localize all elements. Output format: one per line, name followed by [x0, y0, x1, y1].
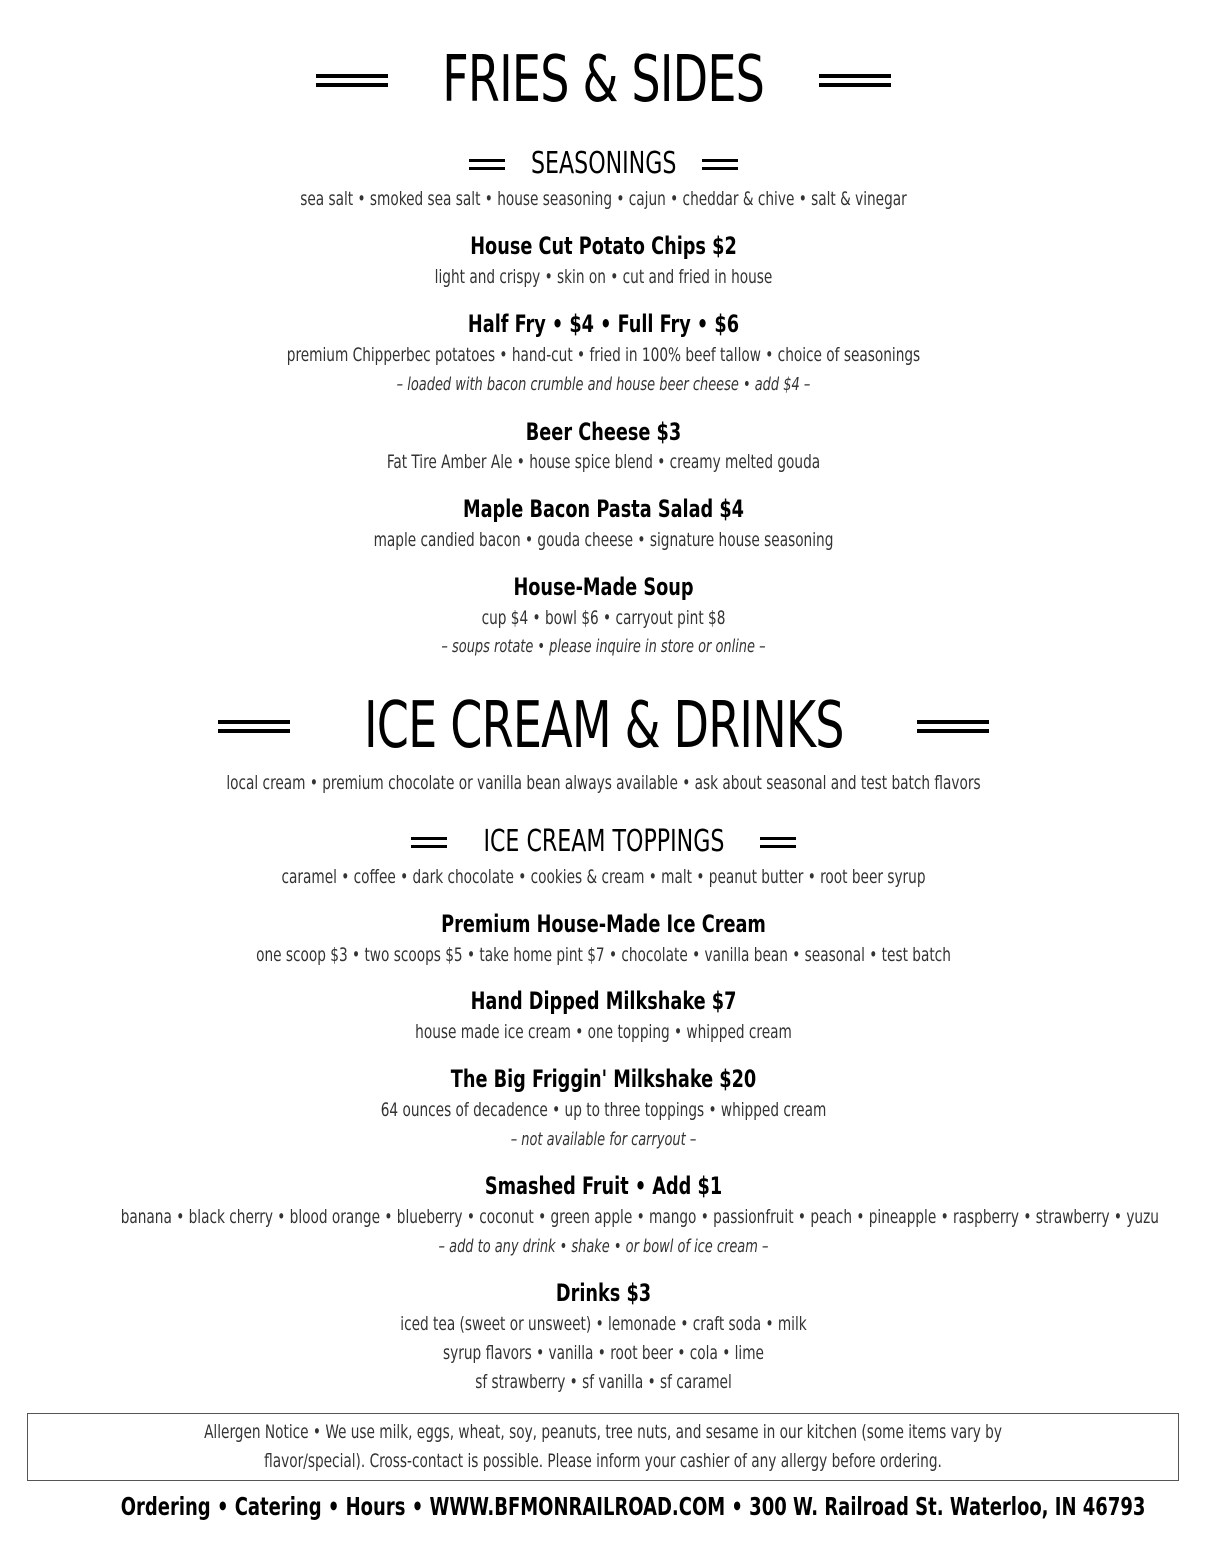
- menu-item-desc: 64 ounces of decadence • up to three toppings • whipped cream: [380, 1099, 827, 1121]
- toppings-title: ICE CREAM TOPPINGS: [483, 824, 724, 859]
- toppings-list: caramel • coffee • dark chocolate • cookies & cream • malt • peanut butter • root beer syrup: [281, 866, 926, 888]
- subheading-rule-right: [760, 837, 796, 848]
- subheading-rule-left: [411, 837, 447, 848]
- menu-item-desc: premium Chipperbec potatoes • hand-cut • fried in 100% beef tallow • choice of seasonings: [286, 344, 921, 366]
- heading-rule-left: [218, 720, 290, 733]
- menu-item-note: – add to any drink • shake • or bowl of ice cream –: [438, 1236, 769, 1257]
- toppings-heading: [0, 824, 1207, 859]
- allergen-notice-text: Allergen Notice • We use milk, eggs, wheat, soy, peanuts, tree nuts, and sesame in our kitchen (some items vary by flavor/special). Cross-contact is possible. Please inform your cashier of any allergy before ordering.: [204, 1421, 1002, 1472]
- menu-item-desc: syrup flavors • vanilla • root beer • cola • lime: [443, 1342, 764, 1364]
- menu-item-desc: sf strawberry • sf vanilla • sf caramel: [475, 1371, 732, 1393]
- footer-info: Ordering • Catering • Hours • WWW.BFMONRAILROAD.COM • 300 W. Railroad St. Waterloo, IN 46793: [120, 1492, 1146, 1521]
- menu-item-desc: iced tea (sweet or unsweet) • lemonade • craft soda • milk: [400, 1313, 807, 1335]
- menu-item-title: Half Fry • $4 • Full Fry • $6: [467, 310, 740, 338]
- fries-sides-title: FRIES & SIDES: [442, 43, 765, 117]
- seasonings-heading: [0, 146, 1207, 181]
- menu-item-title: House Cut Potato Chips $2: [470, 232, 737, 260]
- menu-item-title: Beer Cheese $3: [525, 418, 682, 446]
- menu-item-desc: house made ice cream • one topping • whipped cream: [415, 1021, 792, 1043]
- menu-item-note: – soups rotate • please inquire in store or online –: [441, 636, 766, 657]
- menu-item-desc: Fat Tire Amber Ale • house spice blend • creamy melted gouda: [386, 451, 821, 473]
- menu-item-title: Hand Dipped Milkshake $7: [470, 987, 737, 1015]
- menu-item-title: Smashed Fruit • Add $1: [484, 1172, 723, 1200]
- allergen-notice: [27, 1413, 1179, 1481]
- ice-cream-intro: local cream • premium chocolate or vanilla bean always available • ask about seasonal and test batch flavors: [226, 772, 981, 794]
- menu-item-title: House-Made Soup: [513, 573, 694, 601]
- menu-item-title: Maple Bacon Pasta Salad $4: [462, 495, 745, 523]
- menu-item-desc: light and crispy • skin on • cut and fried in house: [434, 266, 773, 288]
- subheading-rule-left: [469, 159, 505, 170]
- menu-item-note: – not available for carryout –: [510, 1129, 697, 1150]
- subheading-rule-right: [702, 159, 738, 170]
- seasonings-title: SEASONINGS: [530, 146, 677, 181]
- ice-cream-drinks-heading: [0, 689, 1207, 763]
- menu-item-note: – loaded with bacon crumble and house beer cheese • add $4 –: [396, 374, 811, 395]
- menu-item-title: Drinks $3: [555, 1279, 652, 1307]
- menu-item-desc: cup $4 • bowl $6 • carryout pint $8: [481, 607, 726, 629]
- heading-rule-left: [316, 74, 388, 87]
- menu-item-desc: maple candied bacon • gouda cheese • signature house seasoning: [373, 529, 834, 551]
- seasonings-list: sea salt • smoked sea salt • house seasoning • cajun • cheddar & chive • salt & vinegar: [300, 188, 907, 210]
- menu-item-title: Premium House-Made Ice Cream: [441, 910, 766, 938]
- heading-rule-right: [819, 74, 891, 87]
- menu-item-title: The Big Friggin' Milkshake $20: [450, 1065, 757, 1093]
- fries-sides-heading: [0, 43, 1207, 117]
- menu-item-desc: one scoop $3 • two scoops $5 • take home pint $7 • chocolate • vanilla bean • seasonal • test batch: [256, 944, 951, 966]
- menu-item-desc: banana • black cherry • blood orange • blueberry • coconut • green apple • mango • passionfruit • peach • pineapple • raspberry • strawberry • yuzu: [120, 1206, 1159, 1228]
- ice-cream-drinks-title: ICE CREAM & DRINKS: [363, 689, 844, 763]
- heading-rule-right: [917, 720, 989, 733]
